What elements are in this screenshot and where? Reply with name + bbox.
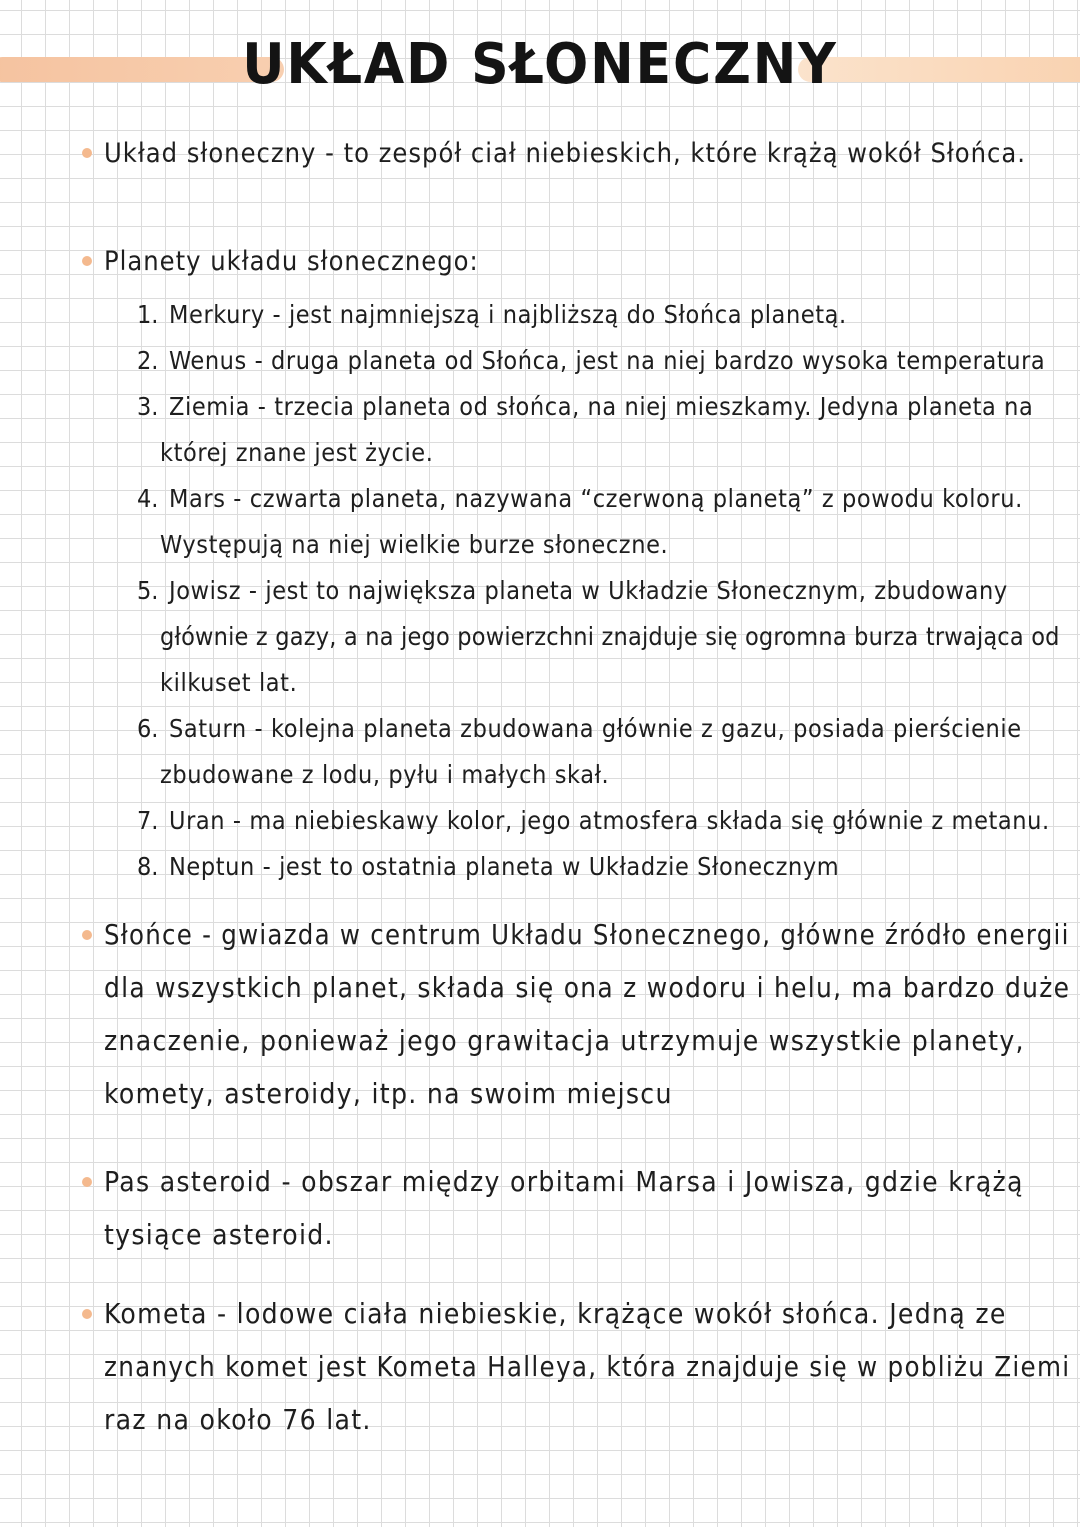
list-item-text: Ziemia - trzecia planeta od słońca, na niej mieszkamy. Jedyna planeta na [169,392,1034,421]
list-item-text: Wenus - druga planeta od Słońca, jest na niej bardzo wysoka temperatura [169,346,1046,375]
paragraph-line: dla wszystkich planet, składa się ona z wodoru i helu, ma bardzo duże [104,971,1071,1004]
list-item-text: kilkuset lat. [160,668,298,697]
bullet-dot [82,1177,92,1187]
page-title: UKŁAD SŁONECZNY [242,32,838,97]
bullet-dot [82,148,92,158]
paragraph-line: znaczenie, ponieważ jego grawitacja utrzymuje wszystkie planety, [104,1024,1025,1057]
list-number: 8. [137,852,159,881]
list-item-text: Występują na niej wielkie burze słoneczne. [160,530,669,559]
paragraph-line: tysiące asteroid. [104,1218,334,1251]
list-number: 7. [137,806,159,835]
list-item-text: zbudowane z lodu, pyłu i małych skał. [160,760,610,789]
paragraph-line: Pas asteroid - obszar między orbitami Marsa i Jowisza, gdzie krążą [104,1165,1024,1198]
bullet-dot [82,930,92,940]
bullet-dot [82,256,92,266]
paragraph-line: Kometa - lodowe ciała niebieskie, krążące wokół słońca. Jedną ze [104,1297,1007,1330]
paragraph-line: znanych komet jest Kometa Halleya, która znajduje się w pobliżu Ziemi [104,1350,1071,1383]
definition-text: Układ słoneczny - to zespół ciał niebieskich, które krążą wokół Słońca. [104,138,1026,169]
paragraph-line: raz na około 76 lat. [104,1403,372,1436]
list-number: 3. [137,392,159,421]
list-item-text: której znane jest życie. [160,438,434,467]
list-item-text: Merkury - jest najmniejszą i najbliższą do Słońca planetą. [169,300,847,329]
bullet-dot [82,1309,92,1319]
list-item-text: Jowisz - jest to największa planeta w Układzie Słonecznym, zbudowany [169,576,1008,605]
list-number: 5. [137,576,159,605]
paragraph-line: Słońce - gwiazda w centrum Układu Słonecznego, główne źródło energii [104,918,1070,951]
list-item-text: głównie z gazy, a na jego powierzchni znajduje się ogromna burza trwająca od [160,622,1060,651]
list-number: 2. [137,346,159,375]
list-number: 6. [137,714,159,743]
planets-heading: Planety układu słonecznego: [104,246,479,277]
paragraph-line: komety, asteroidy, itp. na swoim miejscu [104,1077,673,1110]
list-number: 1. [137,300,159,329]
list-item-text: Saturn - kolejna planeta zbudowana głównie z gazu, posiada pierścienie [169,714,1022,743]
list-number: 4. [137,484,159,513]
list-item-text: Uran - ma niebieskawy kolor, jego atmosfera składa się głównie z metanu. [169,806,1050,835]
list-item-text: Neptun - jest to ostatnia planeta w Układzie Słonecznym [169,852,840,881]
list-item-text: Mars - czwarta planeta, nazywana “czerwoną planetą” z powodu koloru. [169,484,1023,513]
